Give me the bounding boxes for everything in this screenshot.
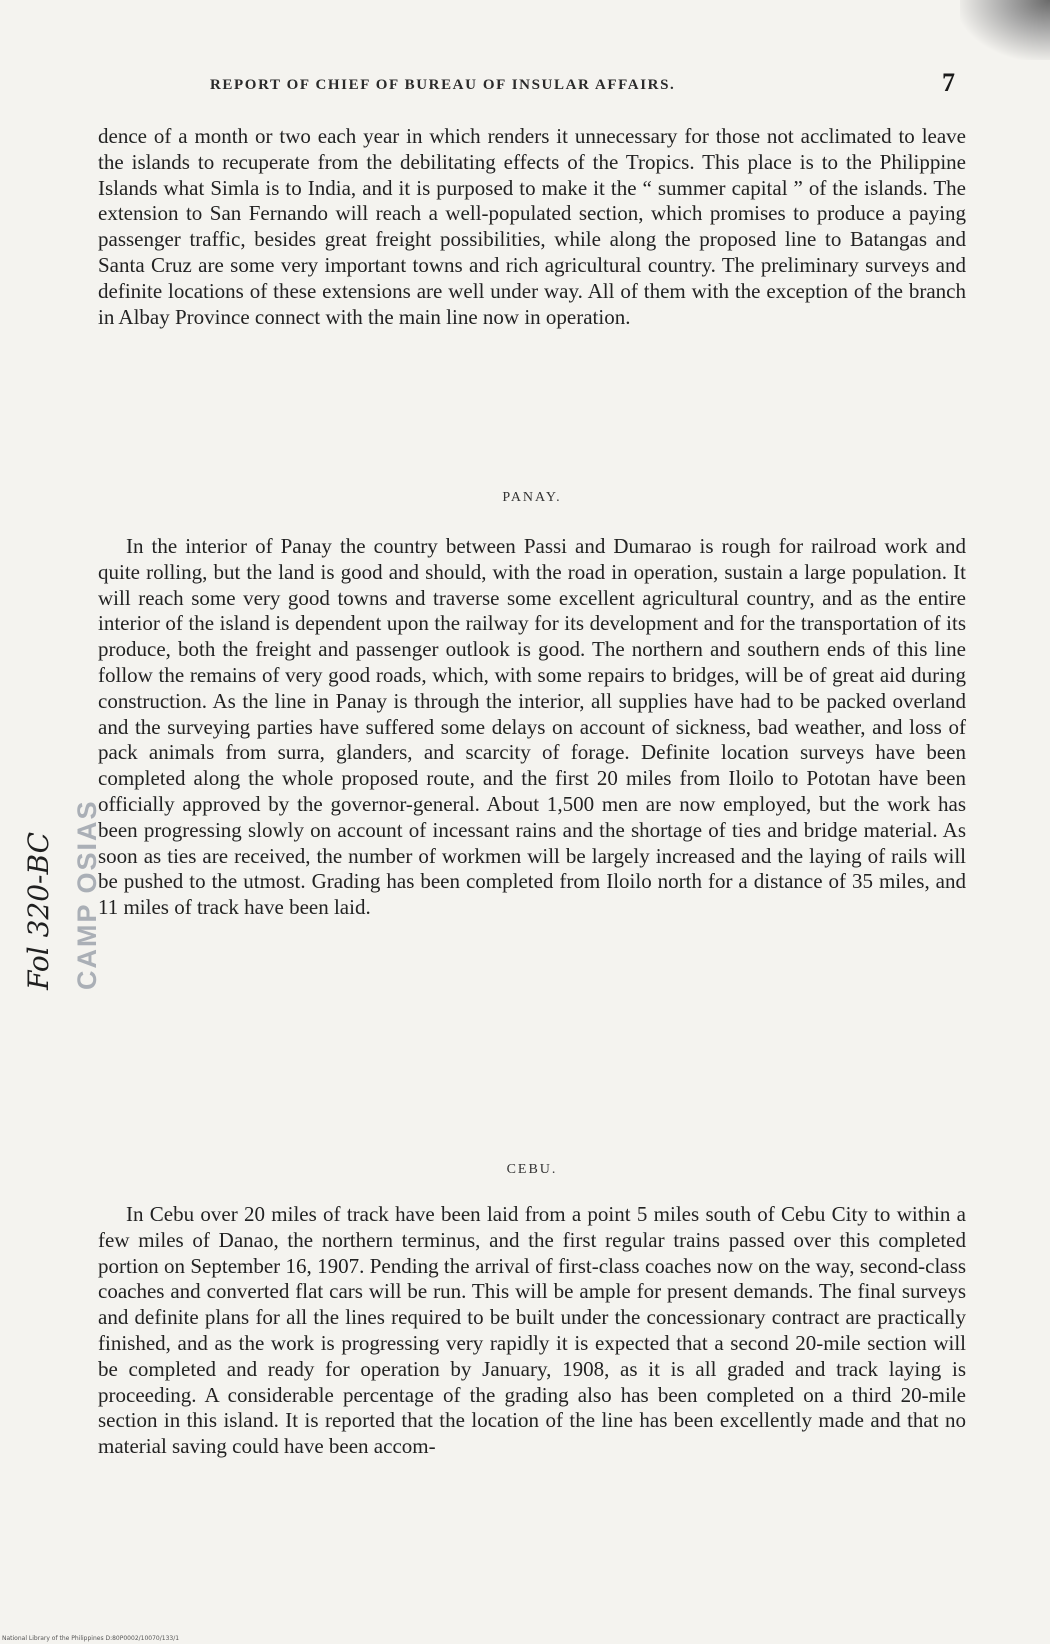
section-heading-cebu: CEBU. [506,1162,558,1177]
intro-text: dence of a month or two each year in which renders it unnecessary for those not acclimated to leave the islands to recuperate from the debilitating effects of the Tropics. This place is to the Philippine Islands what Simla is to India, and it is purposed to make it the “ summer capital ” of the islands. The extension to San Fernando will reach a well-populated section, which promises to produce a paying passenger traffic, besides great freight possibilities, while along the proposed line to Batangas and Santa Cruz are some very important towns and rich agricultural country. The preliminary surveys and definite locations of these extensions are well under way. All of them with the exception of the branch in Albay Province connect with the main line now in operation. [98,124,966,329]
intro-paragraph [98,124,966,330]
footer-credit: National Library of the Philippines D:80P0002/10070/133/1 [2,1635,180,1642]
scan-corner-shadow [960,0,1050,60]
running-title: REPORT OF CHIEF OF BUREAU OF INSULAR AFFAIRS. [210,77,676,93]
cebu-paragraph [98,1202,966,1460]
library-stamp-text: CAMP OSIAS [72,799,102,990]
page-number: 7 [942,68,955,97]
section-heading-panay: PANAY. [502,490,562,505]
cebu-text: In Cebu over 20 miles of track have been laid from a point 5 miles south of Cebu City to within a few miles of Danao, the northern terminus, and the first regular trains passed over this completed portion on September 16, 1907. Pending the arrival of first-class coaches now on the way, second-class coaches and converted flat cars will be run. This will be ample for present demands. The final surveys and definite plans for all the lines required to be built under the concessionary contract are practically finished, and as the work is progressing very rapidly it is expected that a second 20-mile section will be completed and ready for operation by January, 1908, as it is all graded and track laying is proceeding. A considerable percentage of the grading also has been completed on a third 20-mile section in this island. It is reported that the location of the line has been excellently made and that no material saving could have been accom- [98,1202,966,1459]
call-number-text: Fol 320-BC [22,831,55,990]
handwritten-call-number [22,790,62,990]
running-header [95,68,965,108]
panay-paragraph [98,534,966,921]
panay-text: In the interior of Panay the country between Passi and Dumarao is rough for railroad work and quite rolling, but the land is good and should, with the road in operation, sustain a large population. It will reach some very good towns and traverse some excellent agricultural country, and as the entire interior of the island is dependent upon the railway for its development and for the transportation of its produce, both the freight and passenger outlook is good. The northern and southern ends of this line follow the remains of very good roads, which, with some repairs to bridges, will be of great aid during construction. As the line in Panay is through the interior, all supplies have had to be packed overland and the surveying parties have suffered some delays on account of sickness, bad weather, and loss of pack animals from surra, glanders, and scarcity of forage. Definite location surveys have been completed along the whole proposed route, and the first 20 miles from Iloilo to Pototan have been officially approved by the governor-general. About 1,500 men are now employed, but the work has been progressing slowly on account of incessant rains and the shortage of ties and bridge material. As soon as ties are received, the number of workmen will be largely increased and the laying of rails will be pushed to the utmost. Grading has been completed from Iloilo north for a distance of 35 miles, and 11 miles of track have been laid. [98,534,966,920]
